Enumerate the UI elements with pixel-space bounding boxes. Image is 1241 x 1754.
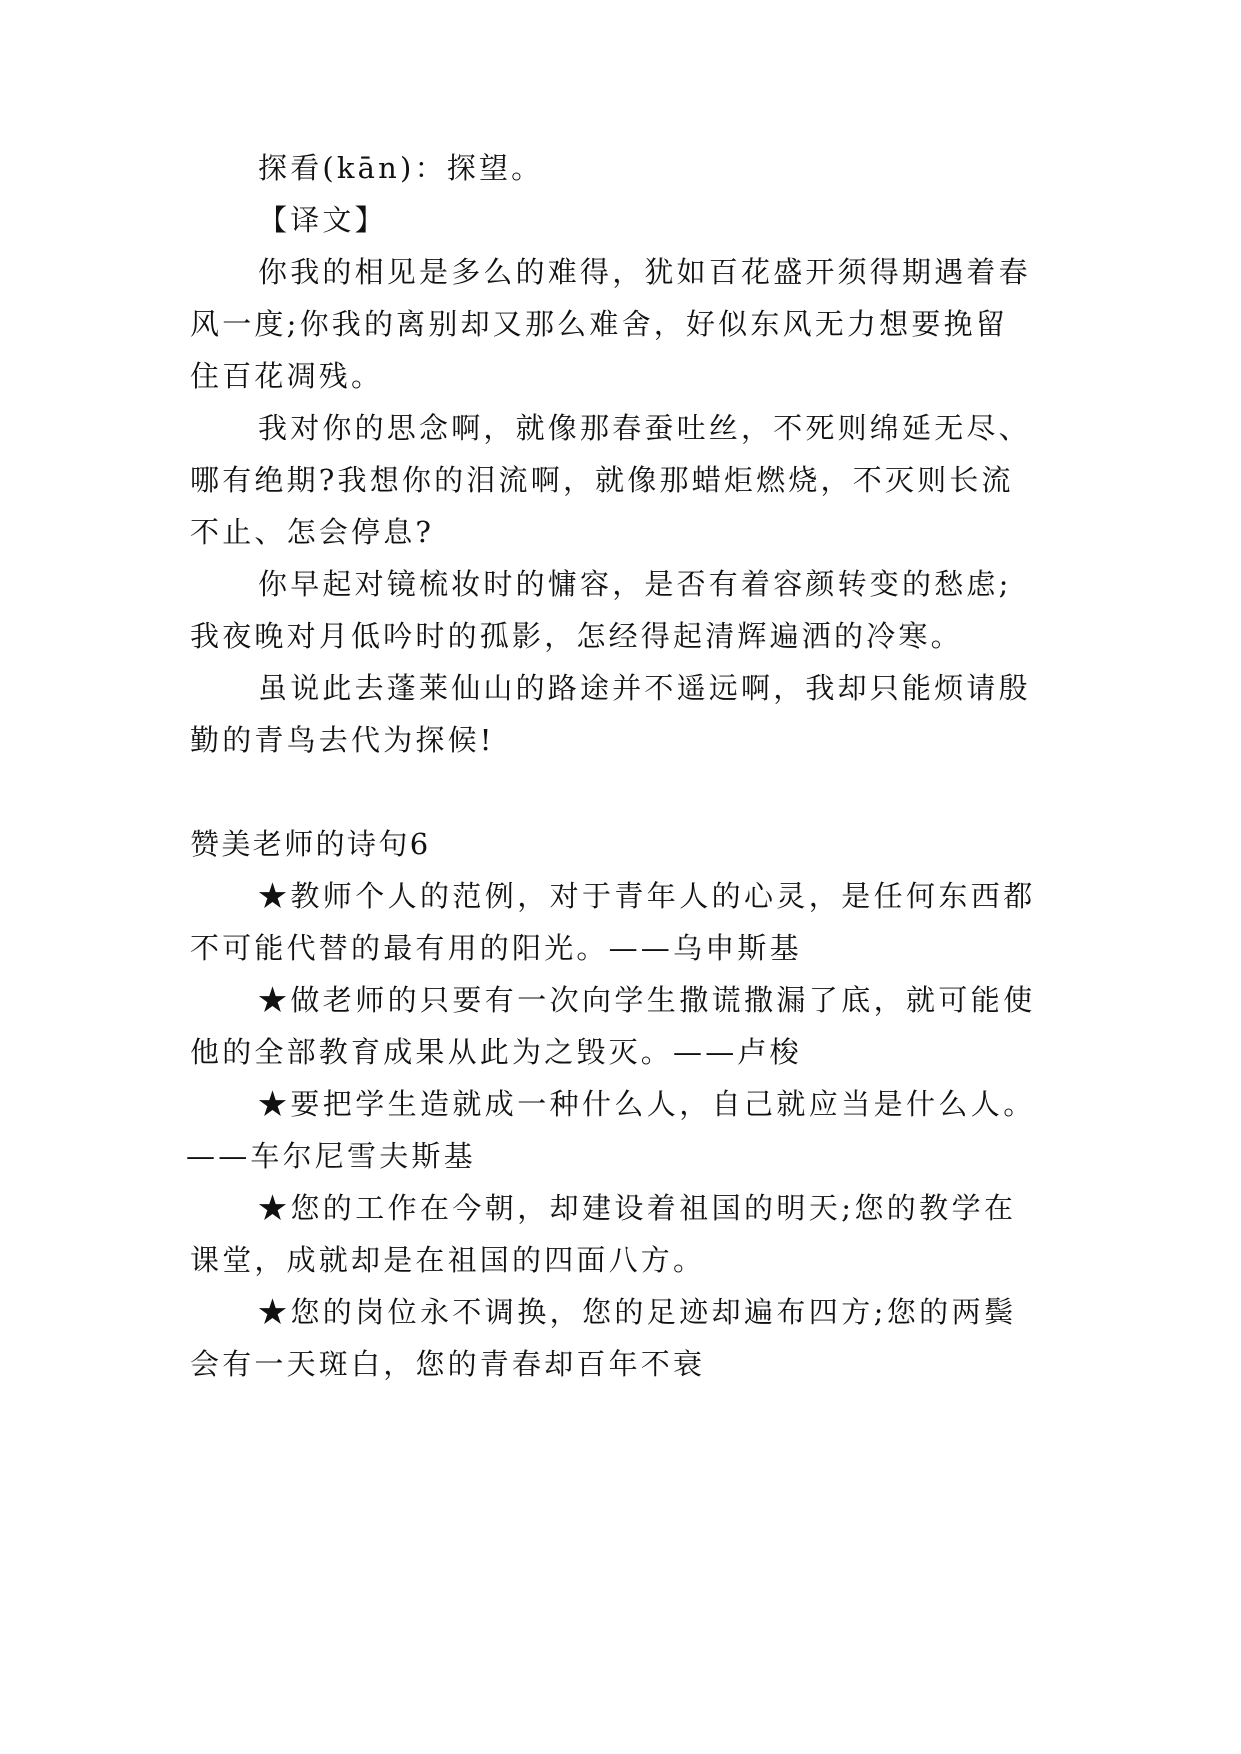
- translation-paragraph-1-line-2: 风一度;你我的离别却又那么难舍，好似东风无力想要挽留: [190, 307, 1008, 341]
- quote-1-line-1: ★教师个人的范例，对于青年人的心灵，是任何东西都: [258, 879, 1036, 913]
- translation-heading: 【译文】: [258, 203, 387, 237]
- translation-paragraph-4-line-1: 虽说此去蓬莱仙山的路途并不遥远啊，我却只能烦请殷: [258, 671, 1031, 705]
- quote-2-line-1: ★做老师的只要有一次向学生撒谎撒漏了底，就可能使: [258, 983, 1036, 1017]
- translation-paragraph-3-line-1: 你早起对镜梳妆时的慵容，是否有着容颜转变的愁虑;: [258, 567, 1012, 601]
- quote-5-line-1: ★您的岗位永不调换，您的足迹却遍布四方;您的两鬓: [258, 1295, 1017, 1329]
- translation-paragraph-2-line-3: 不止、怎会停息?: [190, 515, 435, 549]
- translation-paragraph-3-line-2: 我夜晚对月低吟时的孤影，怎经得起清辉遍洒的冷寒。: [190, 619, 963, 653]
- translation-paragraph-4-line-2: 勤的青鸟去代为探候!: [190, 723, 495, 757]
- translation-paragraph-1-line-1: 你我的相见是多么的难得，犹如百花盛开须得期遇着春: [258, 255, 1031, 289]
- quote-2-line-2: 他的全部教育成果从此为之毁灭。——卢梭: [190, 1035, 802, 1069]
- quote-3-line-1: ★要把学生造就成一种什么人，自己就应当是什么人。: [258, 1087, 1036, 1121]
- quote-4-line-1: ★您的工作在今朝，却建设着祖国的明天;您的教学在: [258, 1191, 1017, 1225]
- glossary-line: 探看(kān)：探望。: [258, 151, 544, 185]
- quote-4-line-2: 课堂，成就却是在祖国的四面八方。: [190, 1243, 706, 1277]
- quote-3-line-2: ——车尔尼雪夫斯基: [186, 1139, 476, 1173]
- translation-paragraph-1-line-3: 住百花凋残。: [190, 359, 384, 393]
- section-title: 赞美老师的诗句6: [190, 827, 431, 861]
- translation-paragraph-2-line-2: 哪有绝期?我想你的泪流啊，就像那蜡炬燃烧，不灭则长流: [190, 463, 1014, 497]
- translation-paragraph-2-line-1: 我对你的思念啊，就像那春蚕吐丝，不死则绵延无尽、: [258, 411, 1031, 445]
- quote-1-line-2: 不可能代替的最有用的阳光。——乌申斯基: [190, 931, 802, 965]
- quote-5-line-2: 会有一天斑白，您的青春却百年不衰: [190, 1347, 706, 1381]
